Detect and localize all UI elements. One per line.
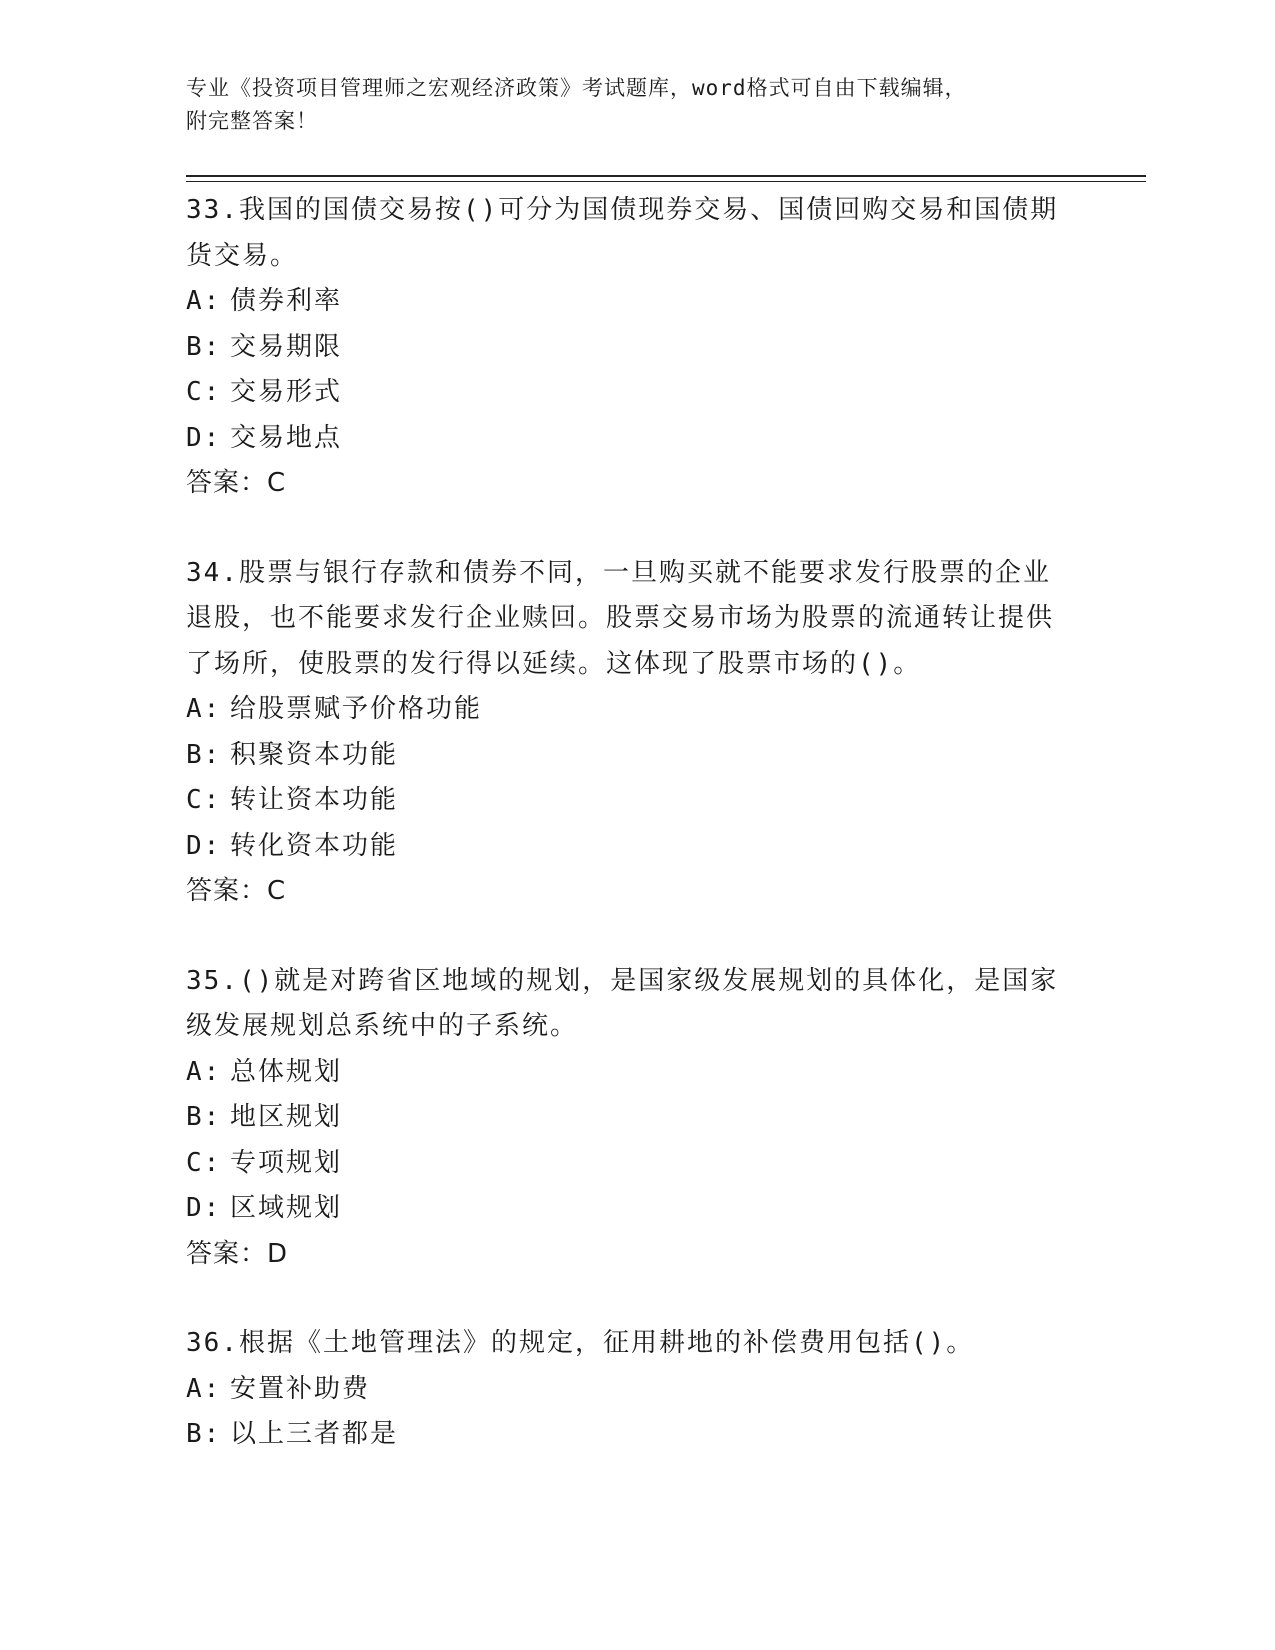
- option-letter: A:: [186, 286, 222, 316]
- option-b: [186, 733, 1066, 779]
- option-text: 债券利率: [230, 286, 343, 316]
- option-text: 积聚资本功能: [230, 739, 399, 770]
- option-text: 交易期限: [230, 331, 343, 362]
- option-c: [186, 370, 1066, 416]
- option-d: [186, 416, 1066, 462]
- option-letter: D:: [186, 1193, 222, 1223]
- option-letter: A:: [186, 1373, 222, 1404]
- option-text: 交易地点: [230, 422, 343, 453]
- option-c: [186, 778, 1066, 824]
- option-letter: C:: [186, 785, 222, 815]
- option-letter: B:: [186, 739, 222, 770]
- option-a: [186, 1050, 1066, 1096]
- option-letter: C:: [186, 1147, 222, 1178]
- option-a: [186, 279, 1066, 325]
- option-d: [186, 1186, 1066, 1232]
- question-list: [186, 188, 1066, 1502]
- option-c: [186, 1141, 1066, 1187]
- question-33: [186, 188, 1066, 507]
- question-stem: 35.()就是对跨省区地域的规划，是国家级发展规划的具体化，是国家级发展规划总系统中的子系统。: [186, 965, 1059, 1041]
- option-text: 总体规划: [230, 1056, 343, 1087]
- option-letter: A:: [186, 1056, 222, 1087]
- question-stem: 33.我国的国债交易按()可分为国债现券交易、国债回购交易和国债期货交易。: [186, 195, 1059, 271]
- question-stem: 36.根据《土地管理法》的规定，征用耕地的补偿费用包括()。: [186, 1328, 975, 1358]
- option-text: 交易形式: [230, 377, 343, 407]
- option-text: 专项规划: [230, 1147, 343, 1178]
- answer-line: 答案：C: [186, 468, 287, 498]
- question-34: [186, 551, 1066, 915]
- header-intro-line2: 附完整答案！: [186, 109, 318, 133]
- option-text: 地区规划: [230, 1102, 343, 1132]
- option-letter: D:: [186, 830, 222, 861]
- option-letter: A:: [186, 694, 222, 724]
- question-35: [186, 959, 1066, 1278]
- option-d: [186, 824, 1066, 870]
- option-letter: B:: [186, 1102, 222, 1132]
- document-header: [186, 72, 1066, 138]
- option-letter: C:: [186, 377, 222, 407]
- option-a: [186, 687, 1066, 733]
- answer-line: 答案：D: [186, 1238, 289, 1269]
- header-divider-thin: [186, 181, 1146, 182]
- option-letter: D:: [186, 422, 222, 453]
- option-a: [186, 1367, 1066, 1413]
- option-letter: B:: [186, 331, 222, 362]
- question-stem: 34.股票与银行存款和债券不同，一旦购买就不能要求发行股票的企业退股，也不能要求发行企业赎回。股票交易市场为股票的流通转让提供了场所，使股票的发行得以延续。这体现了股票市场的()。: [186, 557, 1055, 679]
- option-b: [186, 325, 1066, 371]
- option-text: 以上三者都是: [230, 1419, 399, 1449]
- option-b: [186, 1095, 1066, 1141]
- answer-line: 答案：C: [186, 876, 287, 906]
- option-text: 给股票赋予价格功能: [230, 694, 483, 724]
- option-letter: B:: [186, 1419, 222, 1449]
- question-36: [186, 1321, 1066, 1458]
- option-text: 安置补助费: [230, 1373, 371, 1404]
- header-intro-line1: 专业《投资项目管理师之宏观经济政策》考试题库，word格式可自由下载编辑，: [186, 76, 967, 100]
- option-text: 区域规划: [230, 1193, 343, 1223]
- option-text: 转让资本功能: [230, 785, 399, 815]
- option-b: [186, 1412, 1066, 1458]
- header-divider-thick: [186, 175, 1146, 177]
- option-text: 转化资本功能: [230, 830, 399, 861]
